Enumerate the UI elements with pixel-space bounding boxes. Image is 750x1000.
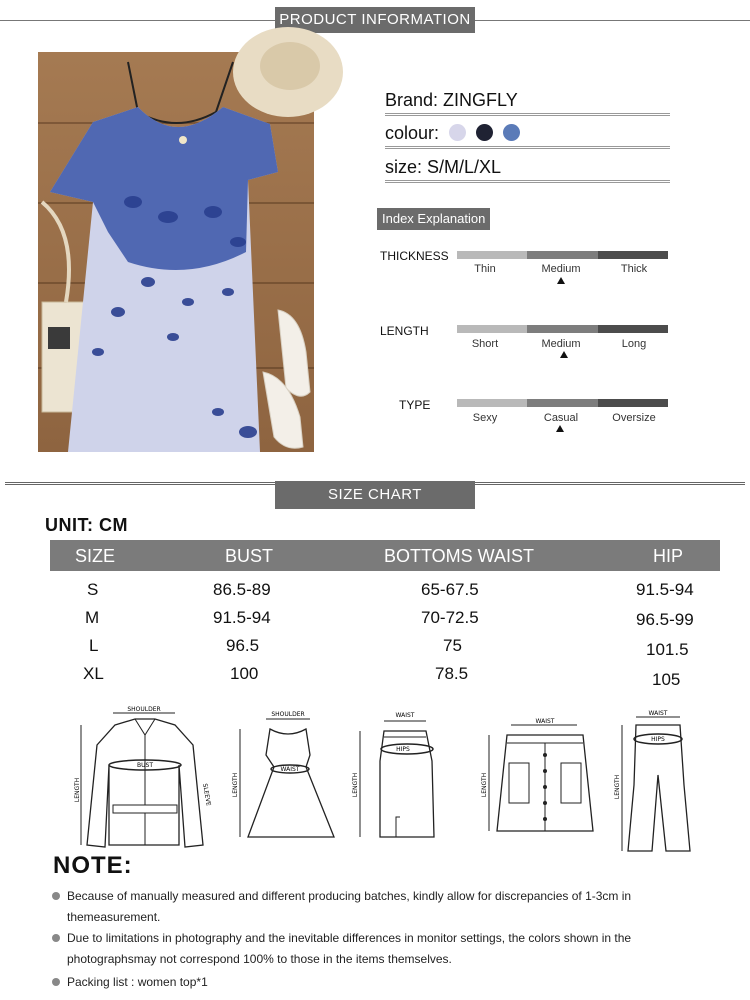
cell-size-xl: XL [83, 664, 104, 683]
cell-bust-m: 91.5-94 [213, 608, 271, 627]
cell-waist-s: 65-67.5 [421, 580, 479, 599]
note-item-3: Packing list : women top*1 [52, 972, 702, 993]
waist-label-2: WAIST [395, 712, 415, 719]
cell-hip-s: 91.5-94 [636, 580, 694, 599]
col-hip: HIP [653, 546, 684, 566]
length-selected-marker [560, 351, 568, 358]
thickness-option-medium: Medium [541, 263, 581, 275]
size-chart-rule-left [5, 482, 277, 485]
length-label: LENGTH [380, 324, 429, 338]
cell-hip-l: 101.5 [646, 640, 689, 659]
type-label: TYPE [399, 398, 431, 412]
cell-size-s: S [87, 580, 99, 599]
bust-label: BUST [137, 762, 153, 769]
unit-label: UNIT: CM [45, 515, 128, 535]
cell-hip-xl: 105 [652, 670, 681, 689]
note-item-2: Due to limitations in photography and the inevitable differences in monitor settings, the colors shown in the photographsmay not correspond 100% to those in the items themselves. [52, 928, 702, 970]
thickness-selected-marker [557, 277, 565, 284]
length-label-5: LENGTH [614, 774, 621, 800]
cell-waist-l: 75 [443, 636, 462, 655]
size-chart-header: SIZE CHART [275, 481, 475, 509]
colour-swatch-lavender[interactable] [449, 124, 466, 141]
type-option-sexy: Sexy [472, 412, 498, 424]
length-bar [457, 325, 668, 333]
cell-bust-s: 86.5-89 [213, 580, 271, 599]
thickness-option-thick: Thick [620, 263, 648, 275]
bullet-icon [52, 892, 60, 900]
colour-label: colour: [385, 123, 440, 143]
brand-row [385, 90, 670, 116]
cell-waist-xl: 78.5 [435, 664, 469, 683]
cell-size-m: M [85, 608, 100, 627]
shorts-skirt-measure-diagram [475, 705, 605, 855]
length-option-long: Long [621, 338, 647, 350]
dress-measure-diagram [228, 705, 338, 855]
size-table-header [50, 540, 720, 571]
length-label-1: LENGTH [74, 777, 81, 803]
colour-row [385, 123, 670, 149]
jacket-measure-diagram [75, 705, 215, 855]
length-label-3: LENGTH [352, 772, 359, 798]
cell-bust-xl: 100 [230, 664, 259, 683]
type-option-oversize: Oversize [612, 412, 656, 424]
length-option-short: Short [471, 338, 499, 350]
note-title: NOTE: [53, 852, 133, 879]
product-photo [38, 52, 314, 452]
size-row [385, 157, 670, 183]
type-option-casual: Casual [543, 412, 579, 424]
colour-swatch-blue[interactable] [503, 124, 520, 141]
length-label-4: LENGTH [481, 772, 488, 798]
header-rule-right [475, 20, 750, 21]
type-bar [457, 399, 668, 407]
shoulder-label-1: SHOULDER [127, 706, 161, 713]
thickness-bar [457, 251, 668, 259]
col-size: SIZE [75, 546, 116, 566]
col-bottoms-waist: BOTTOMS WAIST [384, 546, 535, 566]
sleeve-label: SLEEVE [201, 782, 212, 807]
length-option-medium: Medium [541, 338, 581, 350]
cell-size-l: L [89, 636, 99, 655]
shoulder-label-2: SHOULDER [271, 711, 305, 718]
index-explanation-tag: Index Explanation [377, 208, 490, 230]
thickness-label: THICKNESS [380, 249, 449, 263]
note-item-1: Because of manually measured and different producing batches, kindly allow for discrepancies of 1-3cm in themeasurement. [52, 886, 702, 928]
product-information-header: PRODUCT INFORMATION [275, 7, 475, 33]
bullet-icon [52, 934, 60, 942]
size-label: size: S/M/L/XL [385, 157, 502, 177]
waist-label-3: WAIST [535, 718, 555, 725]
colour-swatch-navy[interactable] [476, 124, 493, 141]
brand-label: Brand: ZINGFLY [385, 90, 518, 110]
cell-hip-m: 96.5-99 [636, 610, 694, 629]
skirt-measure-diagram [348, 705, 448, 855]
header-rule-left [0, 20, 277, 21]
bullet-icon [52, 978, 60, 986]
waist-label-4: WAIST [648, 710, 668, 717]
pants-measure-diagram [612, 705, 702, 855]
thickness-option-thin: Thin [474, 263, 496, 275]
cell-waist-m: 70-72.5 [421, 608, 479, 627]
length-label-2: LENGTH [232, 772, 239, 798]
size-chart-rule-right [475, 482, 745, 485]
waist-label-1: WAIST [280, 766, 300, 773]
hips-label-1: HIPS [396, 746, 410, 753]
col-bust: BUST [225, 546, 274, 566]
hips-label-2: HIPS [651, 736, 665, 743]
cell-bust-l: 96.5 [226, 636, 260, 655]
type-selected-marker [556, 425, 564, 432]
